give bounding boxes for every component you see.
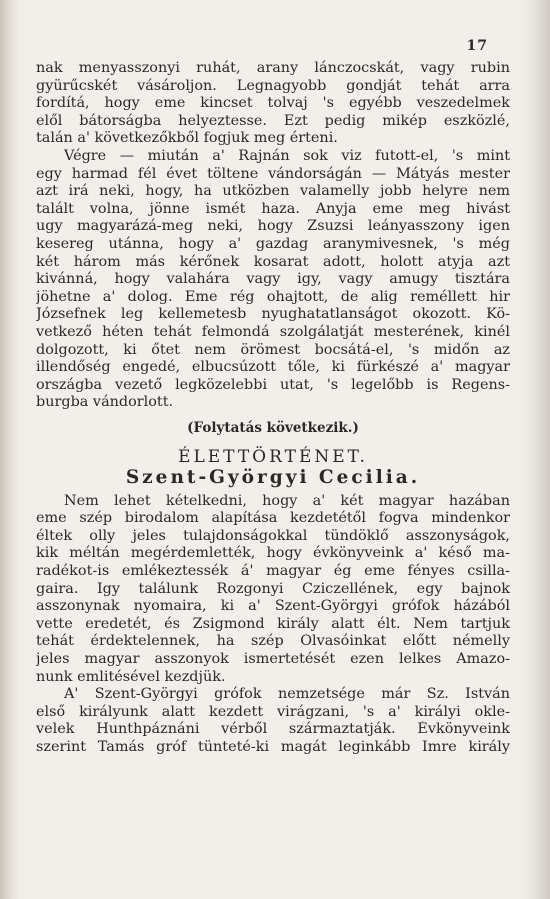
page-edge-shadow	[522, 0, 550, 899]
text-line: radékot-is emlékeztessék á' magyar ég eme fényes csilla-	[36, 563, 510, 580]
text-line: egy harmad fél évet töltene vándorságán — Mátyás mester	[36, 165, 510, 182]
text-line: két három más kérőnek kosarat adott, holott atyja azt	[36, 253, 510, 270]
text-line: dolgozott, ki őtet nem örömest bocsátá-el, 's midőn az	[36, 341, 510, 358]
section-subtitle: Szent-Györgyi Cecilia.	[125, 467, 421, 489]
text-line: fordítá, hogy eme kincset tolvaj 's egyébb veszedelmek	[36, 95, 510, 112]
text-line: talált volna, jönne ismét haza. Anyja eme meg hivást	[36, 200, 510, 217]
text-line: jeles magyar asszonyok ismertetését ezen lelkes Amazo-	[36, 651, 510, 667]
text-line: asszonynak nyomaira, ki a' Szent-Györgyi grófok házából	[36, 598, 510, 615]
text-line: velek Hunthpáznáni vérből származtatják. Évkönyveink	[36, 721, 510, 738]
text-line: ugy magyarázá-meg neki, hogy Zsuzsi leányasszony igen	[36, 218, 510, 235]
text-line: Józsefnek leg kellemetesb nyughatatlanságot okozott. Kö-	[36, 306, 510, 323]
paragraph-3	[36, 493, 510, 687]
text-line: gaira. Igy találunk Rozgonyi Cziczellének, egy bajnok	[36, 580, 510, 597]
page-number: 17	[466, 38, 488, 54]
text-line: Nem lehet kételkedni, hogy a' két magyar hazában	[64, 492, 510, 509]
text-line: országba vezető legközelebbi utat, 's legelőbb is Regens-	[36, 376, 510, 393]
text-line: eme szép birodalom alapítása kezdetétől fogva mindenkor	[36, 510, 510, 527]
text-line: vetkező héten tehát felmondá szolgálatját mesterének, kinél	[36, 323, 510, 340]
continuation-note: (Folytatás következik.)	[187, 419, 359, 436]
page-gutter-shadow	[0, 0, 20, 899]
text-line: elől bátorságba helyeztesse. Ezt pedig mikép eszközlé,	[36, 112, 510, 129]
text-line: burgba vándorlott.	[36, 394, 174, 411]
text-line: első királyunk alatt kezdett virágzani, 's a' királyi okle-	[36, 703, 510, 720]
paragraph-2	[36, 148, 510, 412]
text-line: kesereg utánna, hogy a' gazdag aranymivesnek, 's még	[36, 235, 510, 252]
text-line: éltek olly jeles tulajdonságokkal tündöklő asszonyságok,	[36, 527, 510, 544]
text-line: kivánná, hogy valahára vagy igy, vagy amugy tisztára	[36, 271, 510, 288]
text-line: tehát érdektelennek, ha szép Olvasóinkat előtt némelly	[36, 633, 510, 650]
text-line: nak menyasszonyi ruhát, arany lánczocskát, vagy rubin	[36, 60, 510, 76]
section-title: ÉLETTÖRTÉNET.	[178, 447, 368, 468]
text-line: szerint Tamás gróf tünteté-ki magát leginkább Imre király	[36, 738, 510, 755]
text-line: azt irá neki, hogy, ha utközben valamelly jobb helyre nem	[36, 183, 510, 200]
text-line: vette eredetét, és Zsigmond király alatt élt. Nem tartjuk	[36, 615, 510, 632]
text-line: nunk emlitésével kezdjük.	[36, 668, 226, 685]
text-line: gyürűcskét vásároljon. Legnagyobb gondját tehát arra	[36, 77, 510, 94]
text-line: jöhetne a' dolog. Eme rég ohajtott, de alig reméllett hir	[36, 288, 510, 305]
paragraph-4	[36, 686, 510, 756]
text-line: Végre — miután a' Rajnán sok viz futott-el, 's mint	[64, 147, 510, 164]
page-text	[36, 60, 510, 757]
paragraph-1	[36, 60, 510, 148]
text-line: talán a' következőkből fogjuk meg érteni.	[36, 130, 338, 147]
text-line: kik méltán megérdemlették, hogy évkönyveink a' késő ma-	[36, 545, 510, 562]
text-line: illendőség engedé, elbucsúzott tőle, ki fürkészé a' magyar	[36, 359, 510, 376]
text-line: A' Szent-Györgyi grófok nemzetsége már Sz. István	[64, 686, 510, 703]
